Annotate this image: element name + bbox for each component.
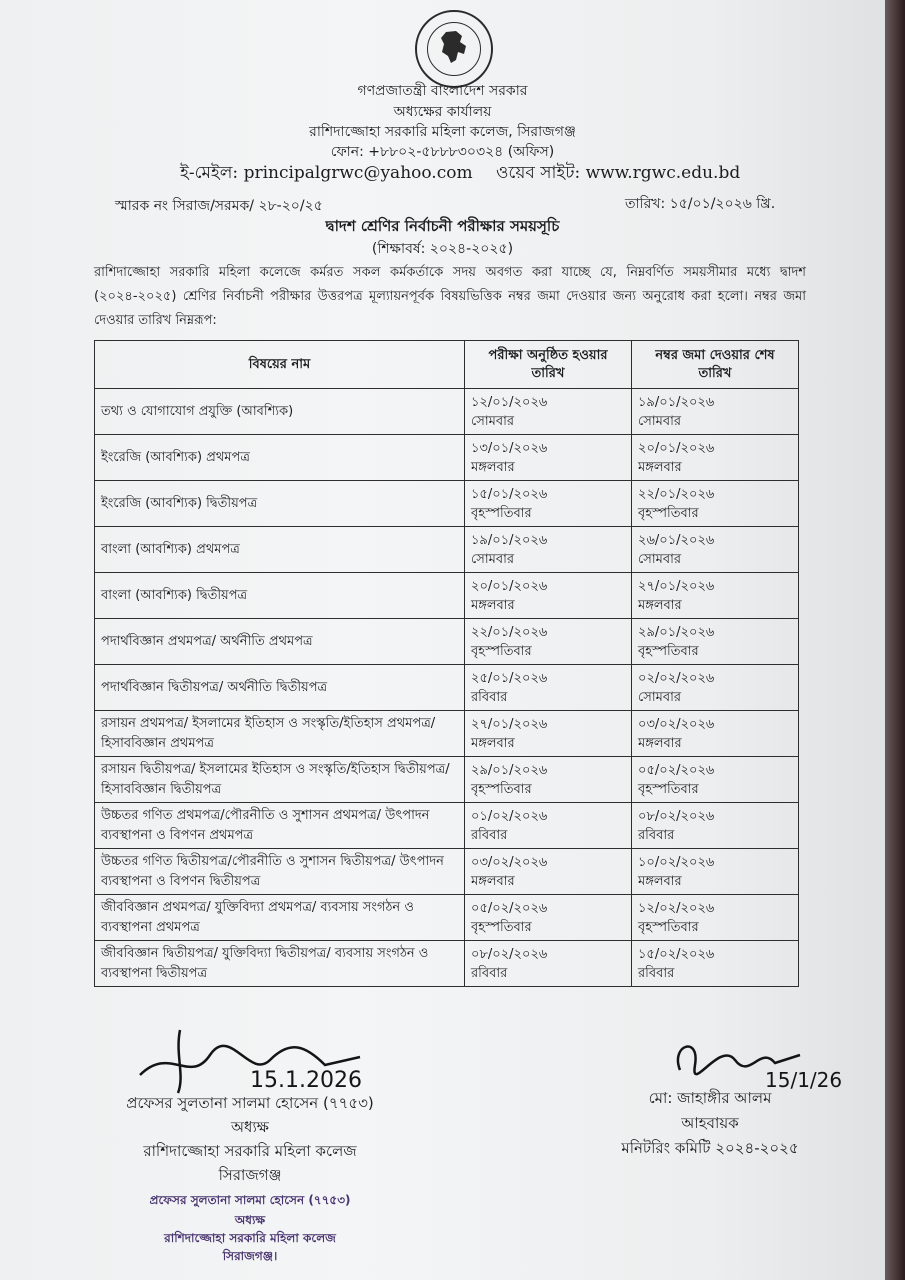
subject-cell: জীববিজ্ঞান দ্বিতীয়পত্র/ যুক্তিবিদ্যা দ্বিতীয়পত্র/ ব্যবসায় সংগঠন ও ব্যবস্থাপনা দ্বিতীয়পত্র [95, 941, 465, 987]
due-date-cell [632, 573, 799, 619]
exam-date: ১২/০১/২০২৬ [471, 394, 548, 410]
due-day: বৃহস্পতিবার [638, 919, 699, 935]
exam-day: রবিবার [471, 689, 508, 705]
exam-day: সোমবার [471, 413, 515, 429]
exam-date-cell [465, 573, 632, 619]
principal-org: রাশিদাজ্জোহা সরকারি মহিলা কলেজ [143, 1142, 357, 1160]
due-date: ২০/০১/২০২৬ [638, 440, 715, 456]
exam-date: ১৩/০১/২০২৬ [471, 440, 548, 456]
session-subtitle: (শিক্ষাবর্ষ: ২০২৪-২০২৫) [371, 241, 514, 257]
convener-signature [660, 1025, 860, 1095]
subject-cell: তথ্য ও যোগাযোগ প্রযুক্তি (আবশ্যিক) [95, 389, 465, 435]
exam-day: সোমবার [471, 551, 515, 567]
table-row [95, 481, 799, 527]
due-date: ২৭/০১/২০২৬ [638, 578, 715, 594]
govt-line: গণপ্রজাতন্ত্রী বাংলাদেশ সরকার [357, 83, 528, 99]
table-row [95, 803, 799, 849]
exam-date: ২৯/০১/২০২৬ [471, 762, 548, 778]
column-header-subject: বিষয়ের নাম [95, 341, 465, 389]
subject-cell: পদার্থবিজ্ঞান প্রথমপত্র/ অর্থনীতি প্রথমপত্র [95, 619, 465, 665]
stamp-org: রাশিদাজ্জোহা সরকারি মহিলা কলেজ [164, 1231, 336, 1245]
exam-date-cell [465, 803, 632, 849]
exam-date-cell [465, 527, 632, 573]
due-day: রবিবার [638, 827, 675, 843]
exam-date: ০১/০২/২০২৬ [471, 808, 548, 824]
due-day: সোমবার [638, 551, 682, 567]
stamp-place: সিরাজগঞ্জ। [222, 1249, 278, 1263]
due-date: ১৫/০২/২০২৬ [638, 946, 715, 962]
column-header-due-date: নম্বর জমা দেওয়ার শেষ তারিখ [632, 341, 799, 389]
table-row [95, 895, 799, 941]
due-day: সোমবার [638, 413, 682, 429]
due-date: ০৫/০২/২০২৬ [638, 762, 715, 778]
notice-paragraph: রাশিদাজ্জোহা সরকারি মহিলা কলেজে কর্মরত সকল কর্মকর্তাকে সদয় অবগত করা যাচ্ছে যে, নিম্নবর্ণিত সময়সীমার মধ্যে দ্বাদশ (২০২৪-২০২৫) শ্রেণির নির্বাচনী পরীক্ষার উত্তরপত্র মূল্যায়নপূর্বক বিষয়ভিত্তিক নম্বর জমা দেওয়ার জন্য অনুরোধ করা হলো। নম্বর জমা দেওয়ার তারিখ নিম্নরূপ: [94, 265, 806, 328]
exam-date-cell [465, 941, 632, 987]
due-day: মঙ্গলবার [638, 597, 682, 613]
principal-designation: অধ্যক্ষ [231, 1118, 269, 1136]
due-day: বৃহস্পতিবার [638, 781, 699, 797]
exam-date: ০৫/০২/২০২৬ [471, 900, 548, 916]
due-date: ১২/০২/২০২৬ [638, 900, 715, 916]
exam-day: রবিবার [471, 827, 508, 843]
due-day: সোমবার [638, 689, 682, 705]
due-day: মঙ্গলবার [638, 459, 682, 475]
due-date-cell [632, 941, 799, 987]
government-seal [415, 10, 493, 88]
document-title: দ্বাদশ শ্রেণির নির্বাচনী পরীক্ষার সময়সূচি [325, 217, 560, 235]
exam-day: মঙ্গলবার [471, 597, 515, 613]
background-edge [885, 0, 905, 1280]
due-date-cell [632, 803, 799, 849]
table-row [95, 619, 799, 665]
convener-committee: মনিটরিং কমিটি ২০২৪-২০২৫ [621, 1139, 799, 1157]
schedule-table [94, 340, 799, 987]
subject-cell: রসায়ন দ্বিতীয়পত্র/ ইসলামের ইতিহাস ও সংস্কৃতি/ইতিহাস দ্বিতীয়পত্র/ হিসাববিজ্ঞান দ্বিতীয়পত্র [95, 757, 465, 803]
subject-cell: পদার্থবিজ্ঞান দ্বিতীয়পত্র/ অর্থনীতি দ্বিতীয়পত্র [95, 665, 465, 711]
stamp-name: প্রফেসর সুলতানা সালমা হোসেন (৭৭৫৩) [149, 1193, 351, 1207]
exam-date-cell [465, 481, 632, 527]
exam-date-cell [465, 895, 632, 941]
due-day: রবিবার [638, 965, 675, 981]
exam-day: মঙ্গলবার [471, 735, 515, 751]
convener-name: মো: জাহাঙ্গীর আলম [648, 1089, 772, 1107]
table-row [95, 435, 799, 481]
due-date: ১০/০২/২০২৬ [638, 854, 715, 870]
convener-sign-date: 15/1/26 [765, 1068, 843, 1092]
due-date: ২৯/০১/২০২৬ [638, 624, 715, 640]
table-row [95, 941, 799, 987]
exam-date-cell [465, 711, 632, 757]
column-header-exam-date: পরীক্ষা অনুষ্ঠিত হওয়ার তারিখ [465, 341, 632, 389]
exam-date: ০৩/০২/২০২৬ [471, 854, 548, 870]
exam-date: ১৫/০১/২০২৬ [471, 486, 548, 502]
memo-number: স্মারক নং সিরাজ/সরমক/ ২৮-২০/২৫ [115, 198, 323, 214]
subject-cell: উচ্চতর গণিত প্রথমপত্র/পৌরনীতি ও সুশাসন প্রথমপত্র/ উৎপাদন ব্যবস্থাপনা ও বিপণন প্রথমপত্র [95, 803, 465, 849]
table-header-row [95, 341, 799, 389]
exam-date-cell [465, 389, 632, 435]
due-date-cell [632, 619, 799, 665]
due-date-cell [632, 527, 799, 573]
table-row [95, 389, 799, 435]
due-date-cell [632, 435, 799, 481]
phone-line: ফোন: +৮৮০২-৫৮৮৮৩০৩২৪ (অফিস) [330, 144, 555, 160]
exam-date: ২৫/০১/২০২৬ [471, 670, 548, 686]
due-day: বৃহস্পতিবার [638, 505, 699, 521]
table-row [95, 665, 799, 711]
exam-day: মঙ্গলবার [471, 873, 515, 889]
due-date: ০৮/০২/২০২৬ [638, 808, 715, 824]
exam-date: ২৭/০১/২০২৬ [471, 716, 548, 732]
subject-cell: উচ্চতর গণিত দ্বিতীয়পত্র/পৌরনীতি ও সুশাসন দ্বিতীয়পত্র/ উৎপাদন ব্যবস্থাপনা ও বিপণন দ্বিতীয়পত্র [95, 849, 465, 895]
exam-date-cell [465, 665, 632, 711]
exam-date: ০৮/০২/২০২৬ [471, 946, 548, 962]
table-row [95, 573, 799, 619]
website-line: ওয়েব সাইট: www.rgwc.edu.bd [496, 163, 741, 183]
subject-cell: বাংলা (আবশ্যিক) দ্বিতীয়পত্র [95, 573, 465, 619]
bangladesh-map-icon [438, 30, 470, 64]
due-date: ২২/০১/২০২৬ [638, 486, 715, 502]
principal-sign-date: 15.1.2026 [250, 1068, 362, 1093]
exam-date: ২২/০১/২০২৬ [471, 624, 548, 640]
due-date-cell [632, 757, 799, 803]
exam-day: রবিবার [471, 965, 508, 981]
exam-date-cell [465, 619, 632, 665]
principal-name: প্রফেসর সুলতানা সালমা হোসেন (৭৭৫৩) [126, 1094, 374, 1112]
exam-day: বৃহস্পতিবার [471, 505, 532, 521]
issue-date: তারিখ: ১৫/০১/২০২৬ খ্রি. [625, 196, 776, 212]
table-row [95, 527, 799, 573]
table-row [95, 711, 799, 757]
due-date-cell [632, 665, 799, 711]
subject-cell: ইংরেজি (আবশ্যিক) প্রথমপত্র [95, 435, 465, 481]
office-line: অধ্যক্ষের কার্যালয় [393, 104, 492, 120]
exam-day: মঙ্গলবার [471, 459, 515, 475]
due-day: মঙ্গলবার [638, 735, 682, 751]
email-line: ই-মেইল: principalgrwc@yahoo.com [180, 163, 473, 183]
exam-date: ১৯/০১/২০২৬ [471, 532, 548, 548]
table-row [95, 849, 799, 895]
due-day: বৃহস্পতিবার [638, 643, 699, 659]
due-day: মঙ্গলবার [638, 873, 682, 889]
table-row [95, 757, 799, 803]
due-date-cell [632, 849, 799, 895]
due-date: ২৬/০১/২০২৬ [638, 532, 715, 548]
exam-day: বৃহস্পতিবার [471, 781, 532, 797]
exam-day: বৃহস্পতিবার [471, 643, 532, 659]
exam-date-cell [465, 757, 632, 803]
exam-date-cell [465, 435, 632, 481]
subject-cell: রসায়ন প্রথমপত্র/ ইসলামের ইতিহাস ও সংস্কৃতি/ইতিহাস প্রথমপত্র/ হিসাববিজ্ঞান প্রথমপত্র [95, 711, 465, 757]
exam-date-cell [465, 849, 632, 895]
convener-designation: আহবায়ক [681, 1114, 739, 1132]
due-date-cell [632, 481, 799, 527]
college-line: রাশিদাজ্জোহা সরকারি মহিলা কলেজ, সিরাজগঞ্জ [309, 124, 576, 140]
subject-cell: জীববিজ্ঞান প্রথমপত্র/ যুক্তিবিদ্যা প্রথমপত্র/ ব্যবসায় সংগঠন ও ব্যবস্থাপনা প্রথমপত্র [95, 895, 465, 941]
due-date: ০৩/০২/২০২৬ [638, 716, 715, 732]
exam-day: বৃহস্পতিবার [471, 919, 532, 935]
due-date-cell [632, 895, 799, 941]
exam-date: ২০/০১/২০২৬ [471, 578, 548, 594]
due-date: ০২/০২/২০২৬ [638, 670, 715, 686]
due-date-cell [632, 389, 799, 435]
stamp-designation: অধ্যক্ষ [234, 1213, 266, 1227]
subject-cell: বাংলা (আবশ্যিক) প্রথমপত্র [95, 527, 465, 573]
due-date: ১৯/০১/২০২৬ [638, 394, 715, 410]
due-date-cell [632, 711, 799, 757]
principal-signature [130, 1025, 390, 1095]
subject-cell: ইংরেজি (আবশ্যিক) দ্বিতীয়পত্র [95, 481, 465, 527]
principal-place: সিরাজগঞ্জ [218, 1166, 282, 1184]
